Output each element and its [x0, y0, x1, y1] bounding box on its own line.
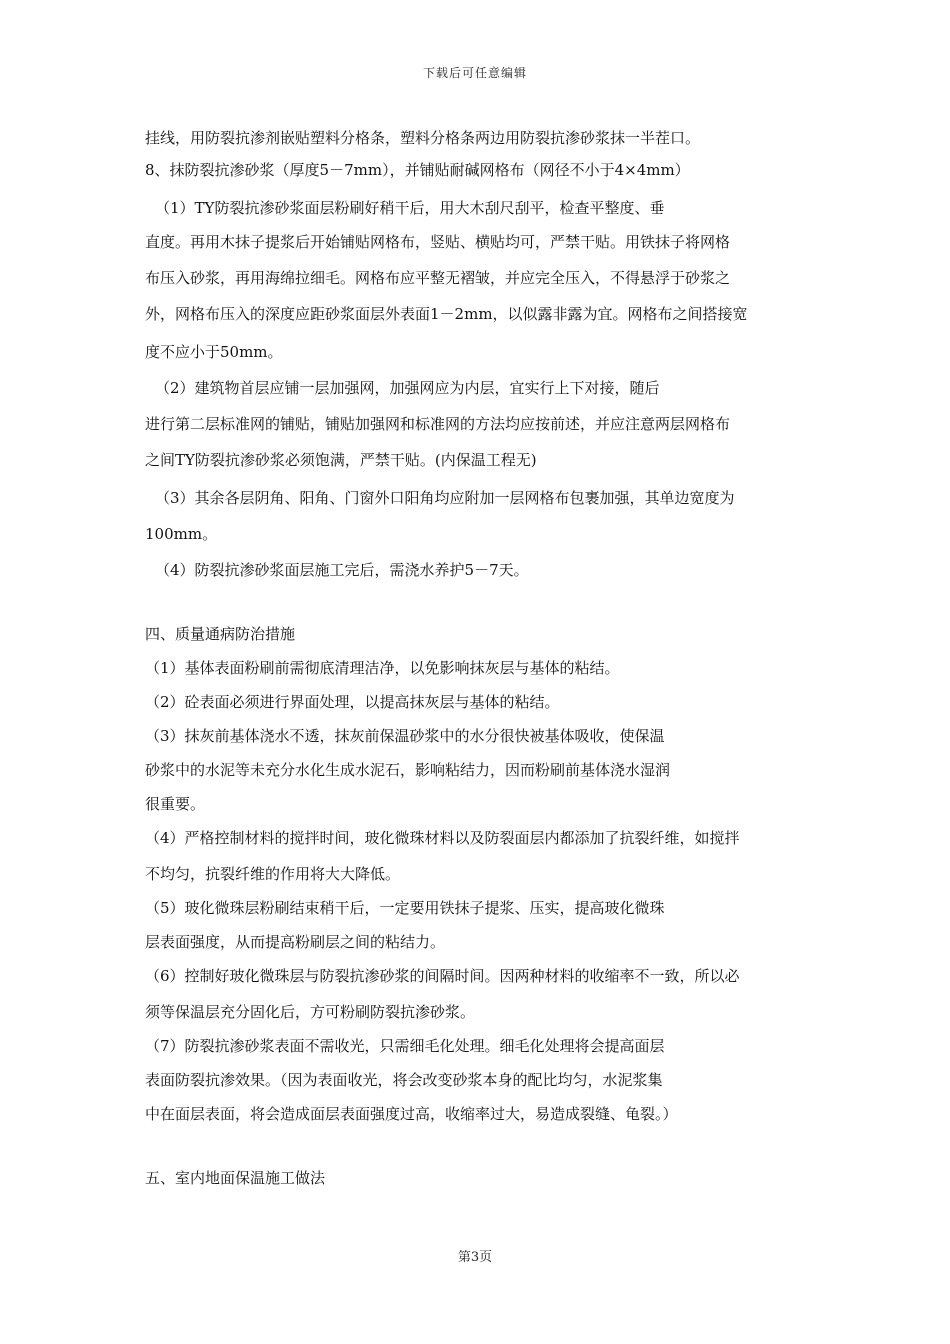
text-line: 须等保温层充分固化后，方可粉刷防裂抗渗砂浆。 — [145, 1003, 476, 1021]
text-line: （2）砼表面必须进行界面处理，以提高抹灰层与基体的粘结。 — [145, 693, 560, 711]
text-line: （6）控制好玻化微珠层与防裂抗渗砂浆的间隔时间。因两种材料的收缩率不一致，所以必 — [145, 967, 740, 985]
text-line: 砂浆中的水泥等未充分水化生成水泥石，影响粘结力，因而粉刷前基体浇水湿润 — [145, 761, 671, 779]
text-line: （7）防裂抗渗砂浆表面不需收光，只需细毛化处理。细毛化处理将会提高面层 — [145, 1037, 665, 1055]
text-line: （4）严格控制材料的搅拌时间，玻化微珠材料以及防裂面层内都添加了抗裂纤维，如搅拌 — [145, 829, 740, 847]
text-line: （4）防裂抗渗砂浆面层施工完后，需浇水养护5－7天。 — [155, 561, 529, 579]
text-line: 度不应小于50mm。 — [145, 343, 283, 361]
text-line: 直度。再用木抹子提浆后开始铺贴网格布，竖贴、横贴均可，严禁干贴。用铁抹子将网格 — [145, 233, 731, 251]
text-line: 外，网格布压入的深度应距砂浆面层外表面1－2mm，以似露非露为宜。网格布之间搭接宽 — [145, 305, 748, 323]
text-line: 很重要。 — [145, 795, 206, 813]
section-heading: 五、室内地面保温施工做法 — [145, 1169, 326, 1187]
text-line: （3）抹灰前基体浇水不透，抹灰前保温砂浆中的水分很快被基体吸收，使保温 — [145, 727, 665, 745]
text-line: 8、抹防裂抗渗砂浆（厚度5－7mm），并铺贴耐碱网格布（网径不小于4×4mm） — [145, 161, 690, 179]
text-line: 布压入砂浆，再用海绵拉细毛。网格布应平整无褶皱，并应完全压入，不得悬浮于砂浆之 — [145, 269, 731, 287]
text-line: （1）基体表面粉刷前需彻底清理洁净，以免影响抹灰层与基体的粘结。 — [145, 659, 620, 677]
page-number: 第3页 — [457, 1250, 493, 1265]
text-line: 之间TY防裂抗渗砂浆必须饱满，严禁干贴。(内保温工程无) — [145, 451, 537, 469]
text-line: 层表面强度，从而提高粉刷层之间的粘结力。 — [145, 933, 446, 951]
text-line: 100mm。 — [145, 525, 218, 543]
page-header: 下载后可任意编辑 — [422, 66, 527, 80]
section-heading: 四、质量通病防治措施 — [145, 625, 296, 643]
text-line: （5）玻化微珠层粉刷结束稍干后，一定要用铁抹子提浆、压实，提高玻化微珠 — [145, 899, 665, 917]
text-line: （2）建筑物首层应铺一层加强网，加强网应为内层，宜实行上下对接，随后 — [155, 379, 660, 397]
text-line: 挂线，用防裂抗渗剂嵌贴塑料分格条，塑料分格条两边用防裂抗渗砂浆抹一半茬口。 — [145, 129, 701, 147]
text-line: （3）其余各层阴角、阳角、门窗外口阳角均应附加一层网格布包裹加强，其单边宽度为 — [155, 489, 735, 507]
text-line: （1）TY防裂抗渗砂浆面层粉刷好稍干后，用大木刮尺刮平，检查平整度、垂 — [155, 199, 665, 217]
text-line: 中在面层表面，将会造成面层表面强度过高，收缩率过大，易造成裂缝、龟裂。） — [145, 1105, 678, 1123]
text-line: 不均匀，抗裂纤维的作用将大大降低。 — [145, 865, 401, 883]
text-line: 进行第二层标准网的铺贴，铺贴加强网和标准网的方法均应按前述，并应注意两层网格布 — [145, 415, 731, 433]
text-line: 表面防裂抗渗效果。（因为表面收光，将会改变砂浆本身的配比均匀，水泥浆集 — [145, 1071, 663, 1089]
